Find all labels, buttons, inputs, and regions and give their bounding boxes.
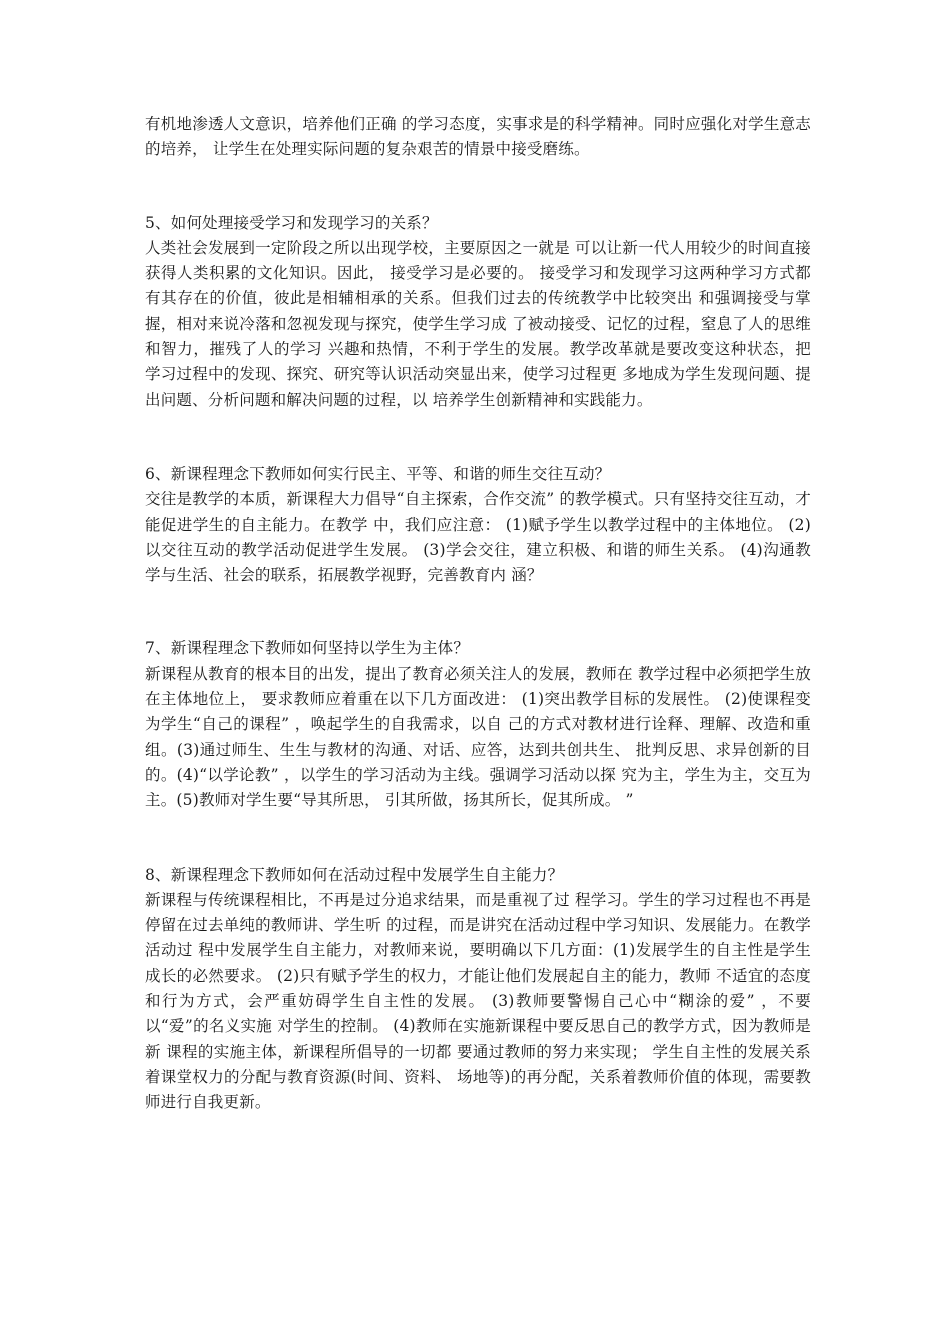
section-6-heading: 6、新课程理念下教师如何实行民主、平等、和谐的师生交往互动？ [145, 464, 611, 483]
section-8-body: 新课程与传统课程相比，不再是过分追求结果，而是重视了过 程学习。学生的学习过程也不再是停留在过去单纯的教师讲、学生听 的过程，而是讲究在活动过程中学习知识、发展能力。在教学活动过 程中发展学生自主能力，对教师来说，要明确以下几方面：(1)发展学生的自主性是学生成长的必然要求。 (2)只有赋予学生的权力，才能让他们发展起自主的能力，教师 不适宜的态度和行为方式，会严重妨碍学生自主性的发展。 (3)教师要警惕自己心中“糊涂的爱” ，不要以“爱”的名义实施 对学生的控制。 (4)教师在实施新课程中要反思自己的教学方式，因为教师是新 课程的实施主体，新课程所倡导的一切都 要通过教师的努力来实现； 学生自主性的发展关系着课堂权力的分配与教育资源(时间、资料、 场地等)的再分配，关系着教师价值的体现，需要教师进行自我更新。 [145, 890, 811, 1112]
section-5-body: 人类社会发展到一定阶段之所以出现学校，主要原因之一就是 可以让新一代人用较少的时间直接获得人类积累的文化知识。因此， 接受学习是必要的。 接受学习和发现学习这两种学习方式都有其存在的价值，彼此是相辅相承的关系。但我们过去的传统教学中比较突出 和强调接受与掌握，相对来说冷落和忽视发现与探究，使学生学习成 了被动接受、记忆的过程，窒息了人的思维和智力，摧残了人的学习 兴趣和热情，不利于学生的发展。教学改革就是要改变这种状态，把 学习过程中的发现、探究、研究等认识活动突显出来，使学习过程更 多地成为学生发现问题、提出问题、分析问题和解决问题的过程，以 培养学生创新精神和实践能力。 [145, 238, 811, 409]
section-8 [145, 863, 811, 1116]
intro-paragraph: 有机地渗透人文意识，培养他们正确 的学习态度，实事求是的科学精神。同时应强化对学生意志的培养， 让学生在处理实际问题的复杂艰苦的情景中接受磨练。 [145, 115, 811, 159]
section-7-body: 新课程从教育的根本目的出发，提出了教育必须关注人的发展，教师在 教学过程中必须把学生放在主体地位上， 要求教师应着重在以下几方面改进： (1)突出教学目标的发展性。 (2)使课程变为学生“自己的课程” ，唤起学生的自我需求，以自 己的方式对教材进行诠释、理解、改造和重组。(3)通过师生、生生与教材的沟通、对话、应答，达到共创共生、 批判反思、求异创新的目的。(4)“以学论教” ，以学生的学习活动为主线。强调学习活动以探 究为主，学生为主，交互为主。(5)教师对学生要“导其所思， 引其所做，扬其所长，促其所成。 ” [145, 664, 811, 810]
section-6 [145, 462, 811, 588]
section-5 [145, 211, 811, 413]
document-page [145, 112, 811, 1116]
section-7-heading: 7、新课程理念下教师如何坚持以学生为主体？ [145, 639, 470, 658]
section-6-text [145, 462, 811, 588]
intro-section [145, 112, 811, 163]
section-8-text [145, 863, 811, 1116]
section-5-heading: 5、如何处理接受学习和发现学习的关系？ [145, 213, 438, 232]
section-8-heading: 8、新课程理念下教师如何在活动过程中发展学生自主能力？ [145, 865, 564, 884]
section-6-body: 交往是教学的本质，新课程大力倡导“自主探索，合作交流” 的教学模式。只有坚持交往互动，才能促进学生的自主能力。在教学 中，我们应注意： (1)赋予学生以教学过程中的主体地位。 (2)以交往互动的教学活动促进学生发展。 (3)学会交往，建立积极、和谐的师生关系。 (4)沟通教学与生活、社会的联系，拓展教学视野，完善教育内 涵？ [145, 490, 811, 585]
section-5-text [145, 211, 811, 413]
section-7-text [145, 636, 811, 813]
section-7 [145, 636, 811, 813]
